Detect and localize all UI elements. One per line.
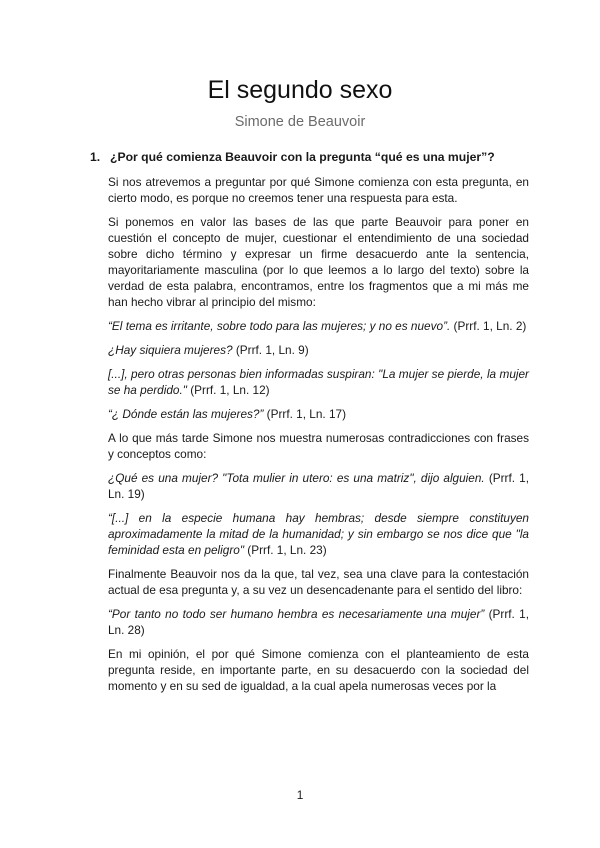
quotation-text: “[...] en la especie humana hay hembras; desde siempre constituyen aproximadamente la mitad de la humanidad; y sin embargo se nos dice que "la feminidad esta en peligro" [108, 511, 529, 557]
quotation-text: [...], pero otras personas bien informadas suspiran: "La mujer se pierde, la mujer se ha perdido." [108, 367, 529, 397]
quotation-text: “Por tanto no todo ser humano hembra es necesariamente una mujer” [108, 607, 485, 621]
quotation-text: ¿Qué es una mujer? "Tota mulier in utero: es una matriz", dijo alguien. [108, 471, 485, 485]
paragraph: A lo que más tarde Simone nos muestra numerosas contradicciones con frases y conceptos como: [108, 431, 529, 461]
quotation-reference: (Prrf. 1, Ln. 17) [263, 407, 347, 421]
document-body [108, 174, 529, 702]
quotation-text: ¿Hay siquiera mujeres? [108, 343, 233, 357]
quotation [108, 318, 529, 334]
document-author: Simone de Beauvoir [234, 114, 366, 130]
section-heading-text: ¿Por qué comienza Beauvoir con la pregunta “qué es una mujer”? [110, 150, 495, 164]
quotation-reference: (Prrf. 1, Ln. 9) [232, 343, 309, 357]
quotation [108, 470, 529, 502]
quotation-reference: (Prrf. 1, Ln. 28) [108, 607, 529, 637]
quotation [108, 606, 529, 638]
quotation [108, 342, 529, 358]
paragraph: Si nos atrevemos a preguntar por qué Simone comienza con esta pregunta, en cierto modo, es porque no creemos tener una respuesta para esta. [108, 175, 529, 205]
quotation-reference: (Prrf. 1, Ln. 12) [186, 383, 270, 397]
paragraph: Finalmente Beauvoir nos da la que, tal vez, sea una clave para la contestación actual de esa pregunta y, a su vez un desencadenante para el sentido del libro: [108, 567, 529, 597]
quotation-reference: (Prrf. 1, Ln. 19) [108, 471, 530, 501]
quotation-reference: (Prrf. 1, Ln. 23) [244, 543, 327, 557]
paragraph: En mi opinión, el por qué Simone comienza con el planteamiento de esta pregunta reside, en importante parte, en su desacuerdo con la sociedad del momento y en su sed de igualdad, a la cual apela numerosas veces por la [108, 647, 529, 693]
page-number: 1 [296, 788, 304, 802]
quotation [108, 366, 529, 398]
section-number: 1. [90, 150, 101, 164]
quotation-reference: (Prrf. 1, Ln. 2) [450, 319, 527, 333]
quotation [108, 510, 529, 558]
paragraph: Si ponemos en valor las bases de las que parte Beauvoir para poner en cuestión el concepto de mujer, cuestionar el entendimiento de una sociedad sobre dicho término y expresar un firme desacuerdo ante la sentencia, mayoritariamente masculina (por lo que leemos a lo largo del texto) sobre la verdad de esta palabra, encontramos, entre los fragmentos que a mi más me han hecho vibrar al principio del mismo: [108, 215, 529, 309]
quotation [108, 406, 529, 422]
quotation-text: “El tema es irritante, sobre todo para las mujeres; y no es nuevo”. [108, 319, 451, 333]
section-heading [90, 149, 530, 165]
quotation-text: “¿ Dónde están las mujeres?” [108, 407, 264, 421]
document-title: El segundo sexo [207, 76, 393, 104]
